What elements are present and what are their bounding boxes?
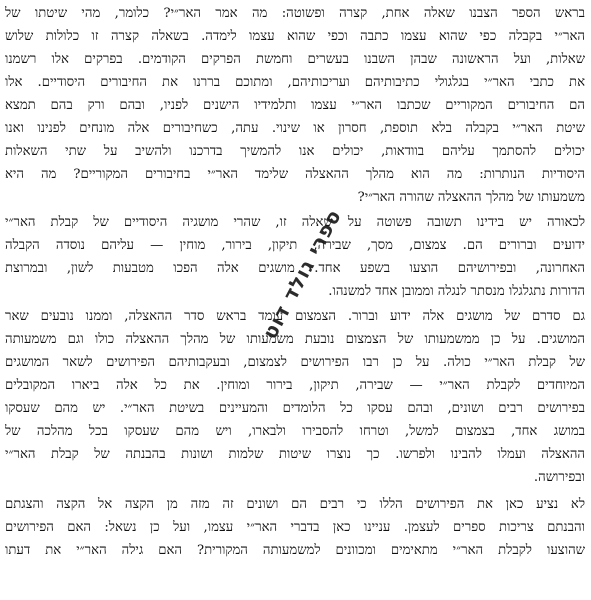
text-line: המיוחדים לקבלת האר״י — שבירה, תיקון, בירור ומוחין. את כל אלה ביארו המקובלים (5, 378, 585, 393)
text-line: לכאורה יש בידינו תשובה פשוטה על שאלה זו, שהרי מושגיה היסודיים של קבלת האר״י (5, 215, 585, 230)
text-line: המושגים. על כן ממשמעותו של הצמצום נובעת משמעותו של מהלך ההאצלה כולו וגם משמעותה (5, 332, 585, 347)
text-line: יכולים להסתמך עליהם בוודאות, יכולים אנו להמשיך בדרכנו ולהשיב על שתי השאלות (5, 144, 585, 159)
text-line: ידועים וברורים הם. צמצום, מסך, שבירה, תיקון, בירור, מוחין — עליהם נוסדה הקבלה (5, 238, 585, 253)
text-line: והבנתם צריכות ספרים לעצמן. עניינו כאן בדברי האר״י עצמו, ועל כן נשאל: האם הפירושים (5, 520, 585, 535)
text-line: היסודיות הנותרות: מה הוא מהלך ההאצלה שלימד האר״י בחיבורים המקוריים? מה היא (5, 167, 585, 182)
text-line: ובפירושה. (533, 470, 585, 485)
text-line: את כתבי האר״י בגלגולי כתיבותיהם ועריכותיהם, ומתוכם בררנו את החיבורים היסודיים. אלו (5, 75, 585, 90)
text-line: האר״י בקבלה כפי שהוא עצמו כתבה וכפי שהוא עצמו לימדה. בשאלה קצרה זו כלולות שלוש (5, 29, 585, 44)
text-line: של קבלת האר״י כולה. על כן רבו הפירושים לצמצום, ובעקבותיהם הפירושים לשאר המושגים (5, 355, 585, 370)
text-line: גם סדרם של מושגים אלה ידוע וברור. הצמצום עומד בראש סדר ההאצלה, וממנו נובעים שאר (5, 309, 585, 324)
text-line: משמעותו של מהלך ההאצלה שהורה האר״י? (357, 190, 585, 205)
text-line: שהוצעו לקבלת האר״י מתאימים ומכוונים למשמעותה המקורית? האם גילה האר״י את דעתו (5, 543, 585, 558)
watermark-stamp: ספרי גולד דוט (257, 205, 347, 343)
text-line: בראש הספר הצבנו שאלה אחת, קצרה ופשוטה: מה אמר האר״י? כלומר, מהי שיטתו של (5, 6, 585, 21)
text-line: האחרונה, ובפירושיהם הוצעו בשפע אחד. מושגים אלה הפכו מטבעות לשון, ובמרוצת (5, 261, 585, 276)
text-line: שאלות, ועל הראשונה שבהן השבנו בעשרים וחמשת הפרקים הקודמים. בפרקים אלו רשמנו (5, 52, 585, 67)
text-line: ההאצלה ועמלו להבינו ולפרשו. כך נוצרו שיטות שלמות ושונות בהבנתה של קבלת האר״י (5, 447, 585, 462)
text-line: הדורות נתגלגלו מנסתר לנגלה וממובן אחד למשנהו. (328, 284, 585, 299)
text-line: לא נציע כאן את הפירושים הללו כי רבים הם ושונים זה מזה מן הקצה אל הקצה והצגתם (5, 497, 585, 512)
text-line: בפירושים רבים ושונים, ובהם עסקו כל הלומדים והמעיינים בשיטת האר״י. יש מהם שעסקו (5, 401, 585, 416)
text-line: הם החיבורים המקוריים שכתבו האר״י עצמו ותלמידיו הישנים לפניו, ובהם ורק בהם תמצא (5, 98, 585, 113)
text-line: במושג אחד, בצמצום למשל, וטרחו להסבירו ולבארו, ויש מהם שעסקו בכל מהלכה של (5, 424, 585, 439)
text-line: שיטת האר״י בקבלה בלא תוספת, חסרון או שינוי. עתה, כשחיבורים אלה מונחים לפנינו ואנו (5, 121, 585, 136)
